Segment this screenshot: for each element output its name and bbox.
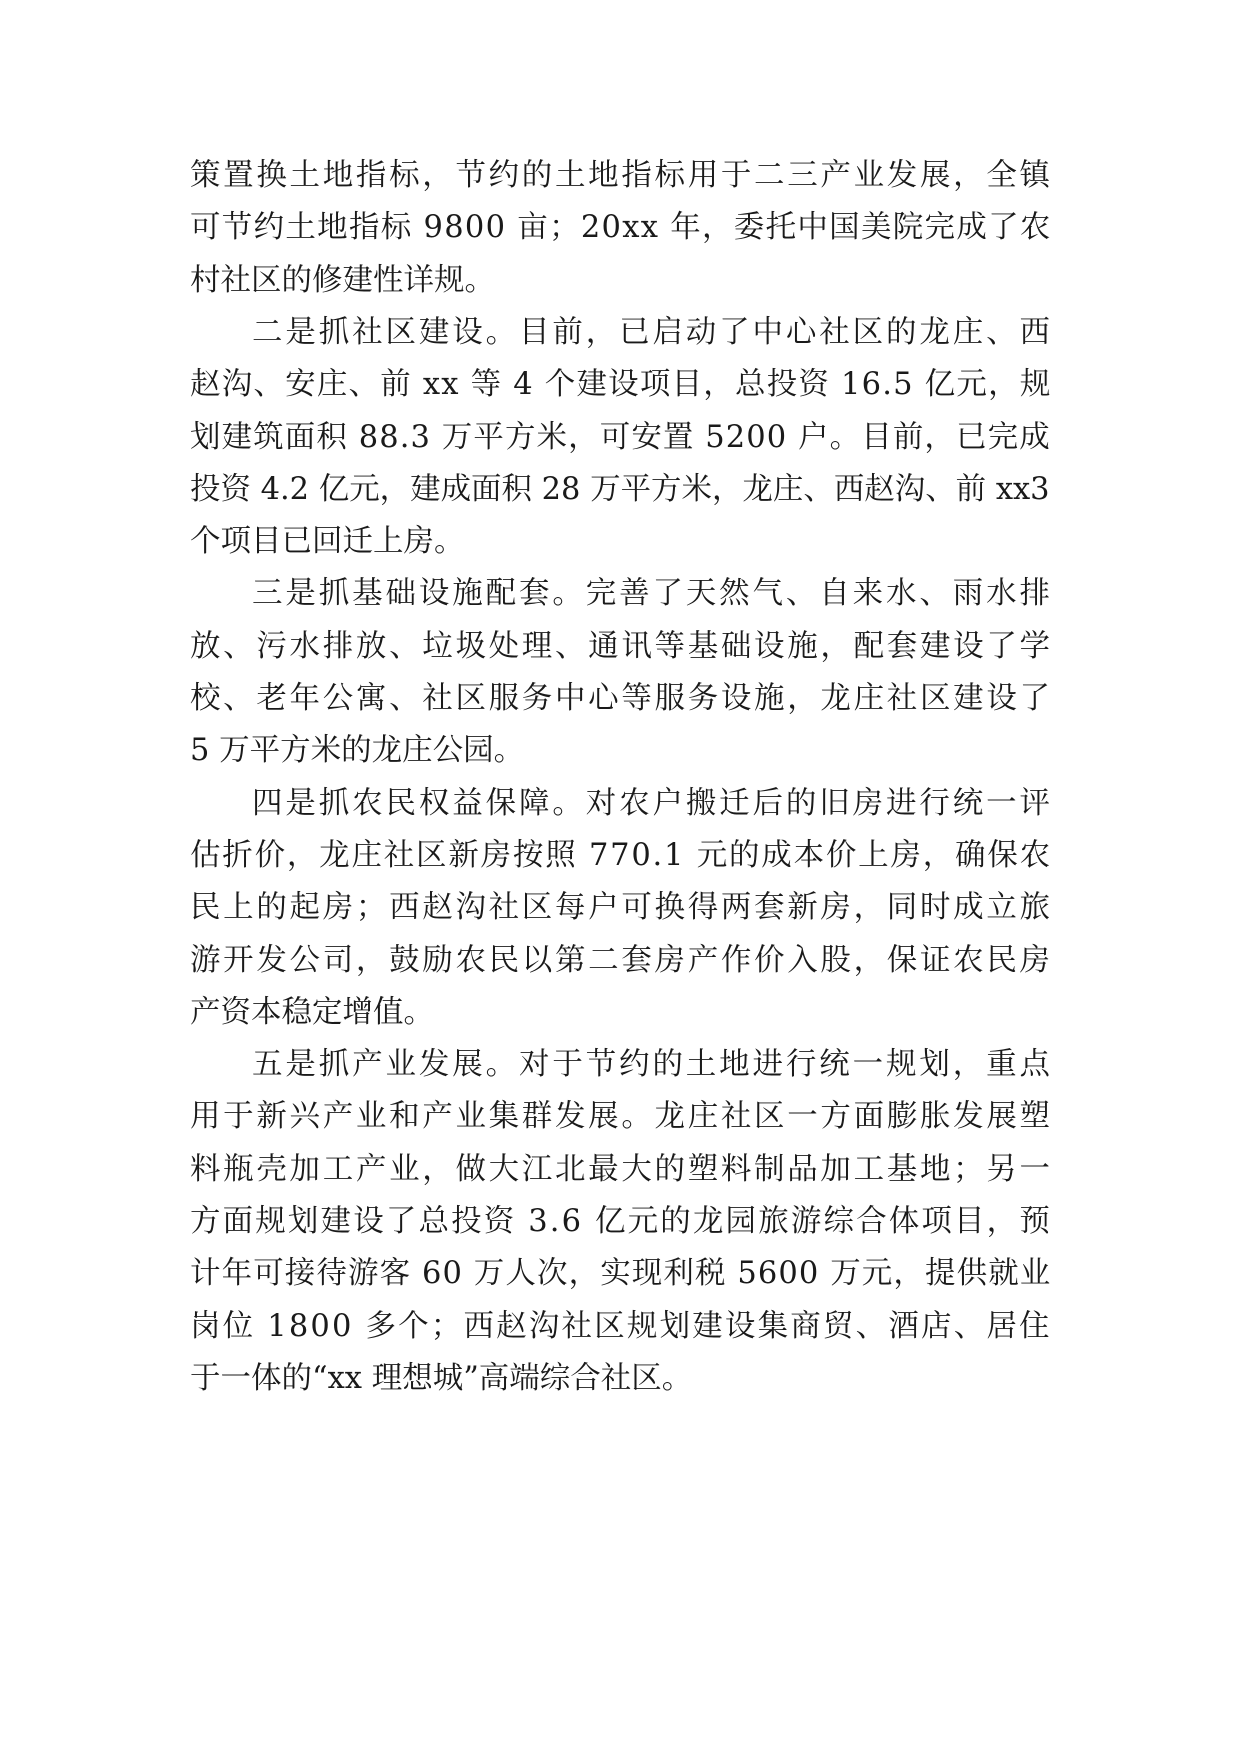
paragraph-line: 用于新兴产业和产业集群发展。龙庄社区一方面膨胀发展塑 <box>190 1099 1053 1135</box>
paragraph-first-line: 二是抓社区建设。目前，已启动了中心社区的龙庄、西 <box>252 314 1053 350</box>
paragraph-line: 估折价，龙庄社区新房按照 770.1 元的成本价上房，确保农 <box>190 837 1052 873</box>
paragraph-line: 于一体的“xx 理想城”高端综合社区。 <box>190 1360 693 1396</box>
paragraph-first-line: 五是抓产业发展。对于节约的土地进行统一规划，重点 <box>252 1047 1053 1083</box>
paragraph-line: 个项目已回迁上房。 <box>190 524 465 560</box>
paragraph-first-line: 四是抓农民权益保障。对农户搬迁后的旧房进行统一评 <box>252 785 1053 821</box>
paragraph-line: 岗位 1800 多个；西赵沟社区规划建设集商贸、酒店、居住 <box>190 1308 1052 1344</box>
paragraph-line: 策置换土地指标，节约的土地指标用于二三产业发展，全镇 <box>190 158 1053 193</box>
paragraph-line: 村社区的修建性详规。 <box>190 262 495 298</box>
paragraph-line: 投资 4.2 亿元，建成面积 28 万平方米，龙庄、西赵沟、前 xx3 <box>190 471 1050 507</box>
paragraph-line: 产资本稳定增值。 <box>190 994 434 1030</box>
paragraph-line: 计年可接待游客 60 万人次，实现利税 5600 万元，提供就业 <box>190 1256 1052 1292</box>
paragraph-line: 料瓶壳加工产业，做大江北最大的塑料制品加工基地；另一 <box>190 1151 1053 1187</box>
paragraph-line: 游开发公司，鼓励农民以第二套房产作价入股，保证农民房 <box>190 942 1053 978</box>
paragraph-line: 赵沟、安庄、前 xx 等 4 个建设项目，总投资 16.5 亿元，规 <box>190 367 1052 403</box>
paragraph-line: 方面规划建设了总投资 3.6 亿元的龙园旅游综合体项目，预 <box>190 1204 1052 1239</box>
paragraph-line: 民上的起房；西赵沟社区每户可换得两套新房，同时成立旅 <box>190 890 1053 926</box>
paragraph-line: 校、老年公寓、社区服务中心等服务设施，龙庄社区建设了 <box>190 681 1053 716</box>
paragraph-first-line: 三是抓基础设施配套。完善了天然气、自来水、雨水排 <box>252 576 1053 612</box>
paragraph-line: 5 万平方米的龙庄公园。 <box>190 733 525 769</box>
paragraph-line: 划建筑面积 88.3 万平方米，可安置 5200 户。目前，已完成 <box>190 419 1051 455</box>
paragraph-line: 可节约土地指标 9800 亩；20xx 年，委托中国美院完成了农 <box>190 210 1052 246</box>
paragraph-line: 放、污水排放、垃圾处理、通讯等基础设施，配套建设了学 <box>190 628 1053 664</box>
